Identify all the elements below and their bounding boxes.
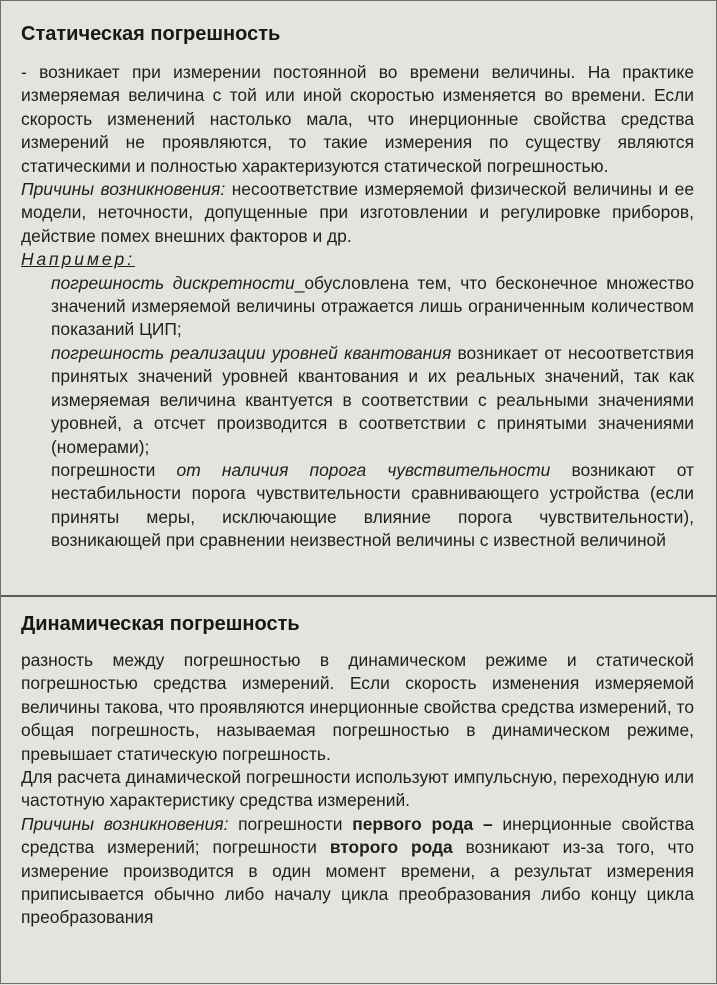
example-discreteness-term: погрешность дискретности (51, 272, 295, 293)
example-discreteness (51, 272, 694, 342)
static-error-body (21, 61, 694, 553)
dynamic-error-body (21, 649, 694, 930)
dynamic-error-title: Динамическая погрешность (21, 613, 300, 635)
dynamic-definition: разность между погрешностью в динамическом режиме и статической погрешностью средства измерений. Если скорость изменения измеряемой величины такова, что проявляются инерционные свойства средства измерений, то общая погрешность, называемая погрешностью в динамическом режиме, превышает статическую погрешность. (21, 650, 694, 764)
example-threshold-text: возникают от нестабильности порога чувствительности сравнивающего устройства (если приняты меры, исключающие влияние порога чувствительности), возникающей при сравнении неизвестной величины с известной величиной (51, 459, 694, 551)
dynamic-calc: Для расчета динамической погрешности используют импульсную, переходную или частотную характеристику средства измерений. (21, 767, 694, 811)
dynamic-causes-label: Причины возникновения: (21, 813, 229, 834)
example-quantization-text: возникает от несоответствия принятых значений уровней квантования и их реальных значений, так как измеряемая величина квантуется в соответствии с реальными значениями уровней, а отсчет производится в соответствии с принятыми значениями (номерами); (51, 342, 694, 457)
dynamic-causes (21, 813, 694, 930)
example-heading (21, 248, 694, 271)
static-causes-text: несоответствие измеряемой физической величины и ее модели, неточности, допущенные при изготовлении и регулировке приборов, действие помех внешних факторов и др. (21, 179, 695, 246)
example-quantization (51, 342, 694, 459)
second-kind-term: второго рода (329, 837, 453, 858)
example-threshold-pre: погрешности (51, 459, 177, 480)
static-causes (21, 178, 694, 248)
static-causes-label: Причины возникновения: (21, 179, 226, 200)
static-error-section (1, 1, 716, 594)
dynamic-causes-mid: инерционные свойства средства измерений; погрешности (21, 813, 694, 858)
dynamic-error-section (1, 595, 716, 985)
example-discreteness-text: _обусловлена тем, что бесконечное множество значений измеряемой величины отражается лишь ограниченным количеством показаний ЦИП; (51, 272, 695, 340)
dynamic-causes-end: возникают из-за того, что измерение производится в один момент времени, а результат измерения приписывается обычно либо началу цикла преобразования либо концу цикла преобразования (21, 837, 694, 928)
example-quantization-term: погрешность реализации уровней квантования (51, 342, 452, 363)
example-threshold (51, 459, 694, 553)
first-kind-term: первого рода – (352, 813, 493, 834)
static-definition: - возникает при измерении постоянной во времени величины. На практике измеряемая величина с той или иной скоростью изменяется во времени. Если скорость изменений настолько мала, что инерционные свойства средства измерений не проявляются, то такие измерения по существу являются статическими и полностью характеризуются статической погрешностью. (21, 62, 694, 176)
static-error-title: Статическая погрешность (21, 23, 281, 45)
dynamic-causes-pre: погрешности (228, 813, 353, 834)
example-label: Например: (21, 249, 136, 270)
example-threshold-term: от наличия порога чувствительности (176, 459, 551, 480)
